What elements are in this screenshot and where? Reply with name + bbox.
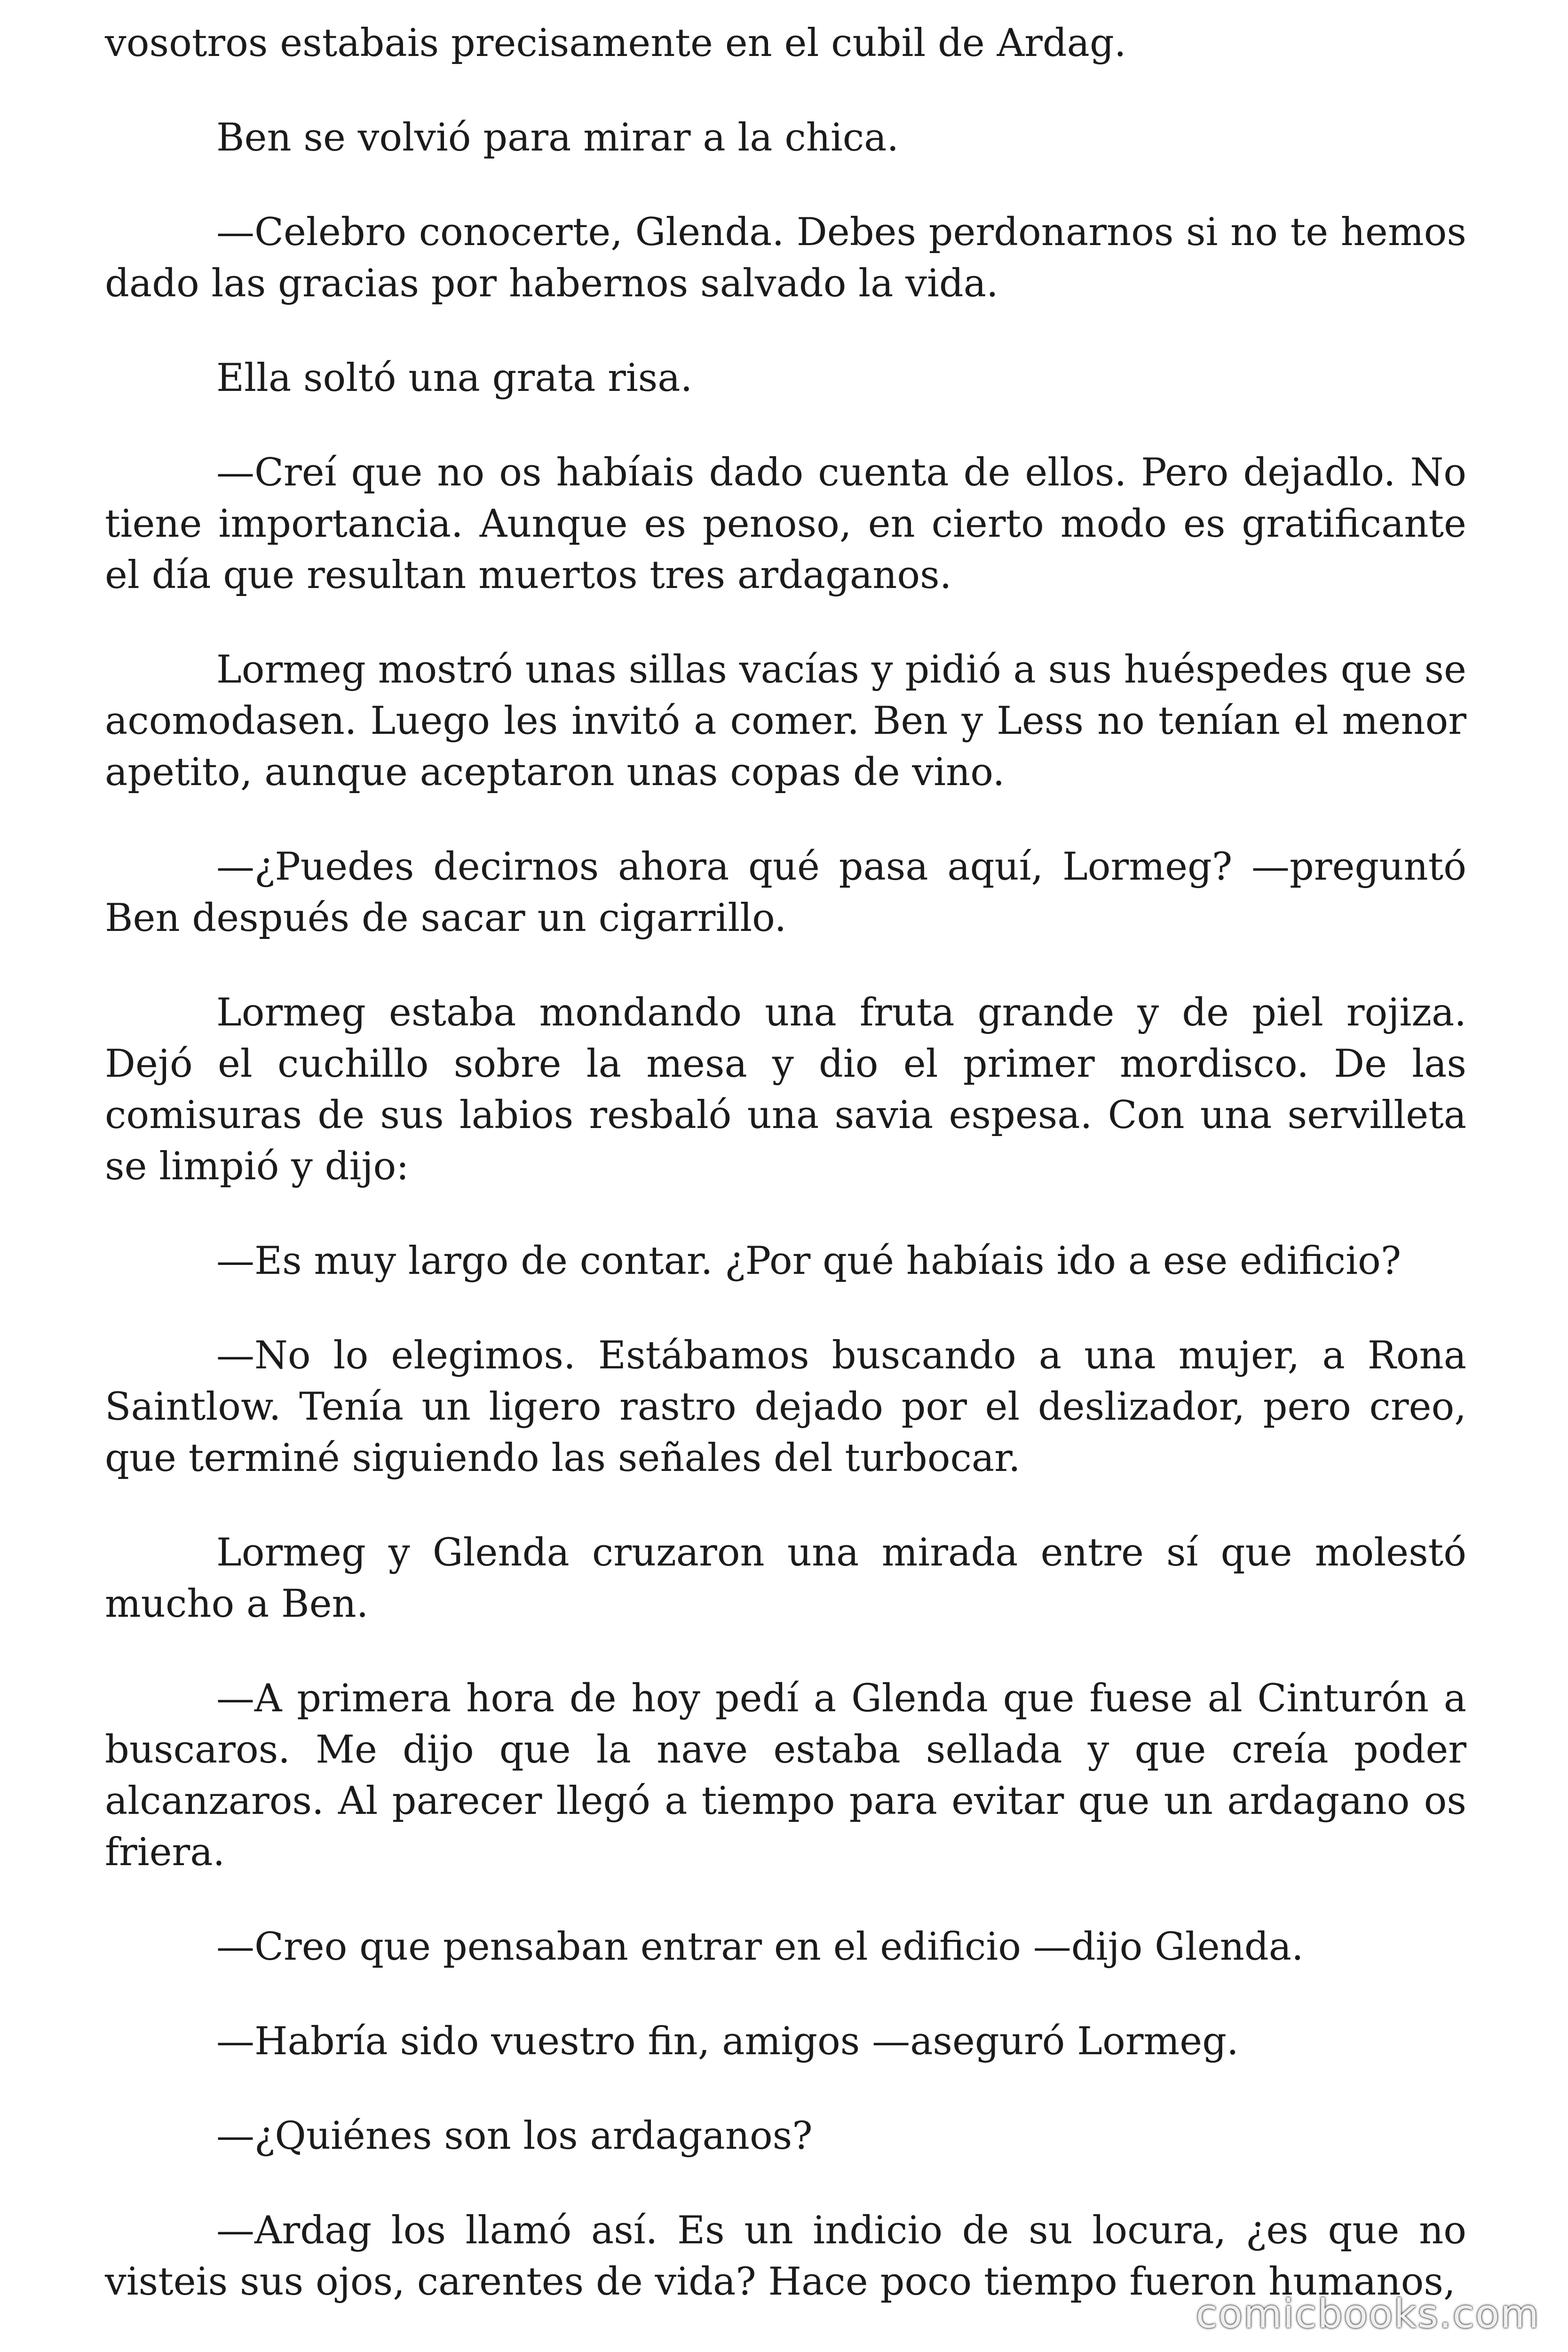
- paragraph-8: Lormeg estaba mondando una fruta grande y de piel rojiza. Dejó el cuchillo sobre la mesa y dio el primer mordisco. De las comisuras de sus labios resbaló una savia espesa. Con una servilleta se limpió y dijo:: [105, 991, 1466, 1189]
- paragraph-5: —Creí que no os habíais dado cuenta de ellos. Pero dejadlo. No tiene importancia. Aunque es penoso, en cierto modo es gratificante el día que resultan muertos tres ardaganos.: [105, 451, 1466, 597]
- paragraph-3: —Celebro conocerte, Glenda. Debes perdonarnos si no te hemos dado las gracias por habernos salvado la vida.: [105, 210, 1466, 306]
- paragraph-16: —Ardag los llamó así. Es un indicio de su locura, ¿es que no visteis sus ojos, carentes de vida? Hace poco tiempo fueron humanos,: [105, 2209, 1466, 2304]
- paragraph-4: Ella soltó una grata risa.: [216, 356, 693, 400]
- paragraph-6: Lormeg mostró unas sillas vacías y pidió a sus huéspedes que se acomodasen. Luego les invitó a comer. Ben y Less no tenían el menor apetito, aunque aceptaron unas copas de vino.: [105, 648, 1466, 795]
- paragraph-7: —¿Puedes decirnos ahora qué pasa aquí, Lormeg? —preguntó Ben después de sacar un cigarrillo.: [105, 845, 1466, 940]
- paragraph-11: Lormeg y Glenda cruzaron una mirada entre sí que molestó mucho a Ben.: [105, 1531, 1466, 1626]
- paragraph-10: —No lo elegimos. Estábamos buscando a una mujer, a Rona Saintlow. Tenía un ligero rastro dejado por el deslizador, pero creo, que terminé siguiendo las señales del turbocar.: [105, 1334, 1466, 1480]
- paragraph-12: —A primera hora de hoy pedí a Glenda que fuese al Cinturón a buscaros. Me dijo que la nave estaba sellada y que creía poder alcanzaros. Al parecer llegó a tiempo para evitar que un ardagano os friera.: [105, 1677, 1466, 1875]
- paragraph-14: —Habría sido vuestro fin, amigos —aseguró Lormeg.: [216, 2019, 1239, 2064]
- paragraph-13: —Creo que pensaban entrar en el edificio —dijo Glenda.: [216, 1925, 1304, 1969]
- paragraph-9: —Es muy largo de contar. ¿Por qué habíais ido a ese edificio?: [216, 1239, 1402, 1283]
- paragraph-15: —¿Quiénes son los ardaganos?: [216, 2114, 813, 2158]
- paragraph-2: Ben se volvió para mirar a la chica.: [216, 116, 899, 160]
- paragraph-1: vosotros estabais precisamente en el cubil de Ardag.: [105, 21, 1126, 65]
- watermark: comicbooks.com: [1196, 2291, 1540, 2337]
